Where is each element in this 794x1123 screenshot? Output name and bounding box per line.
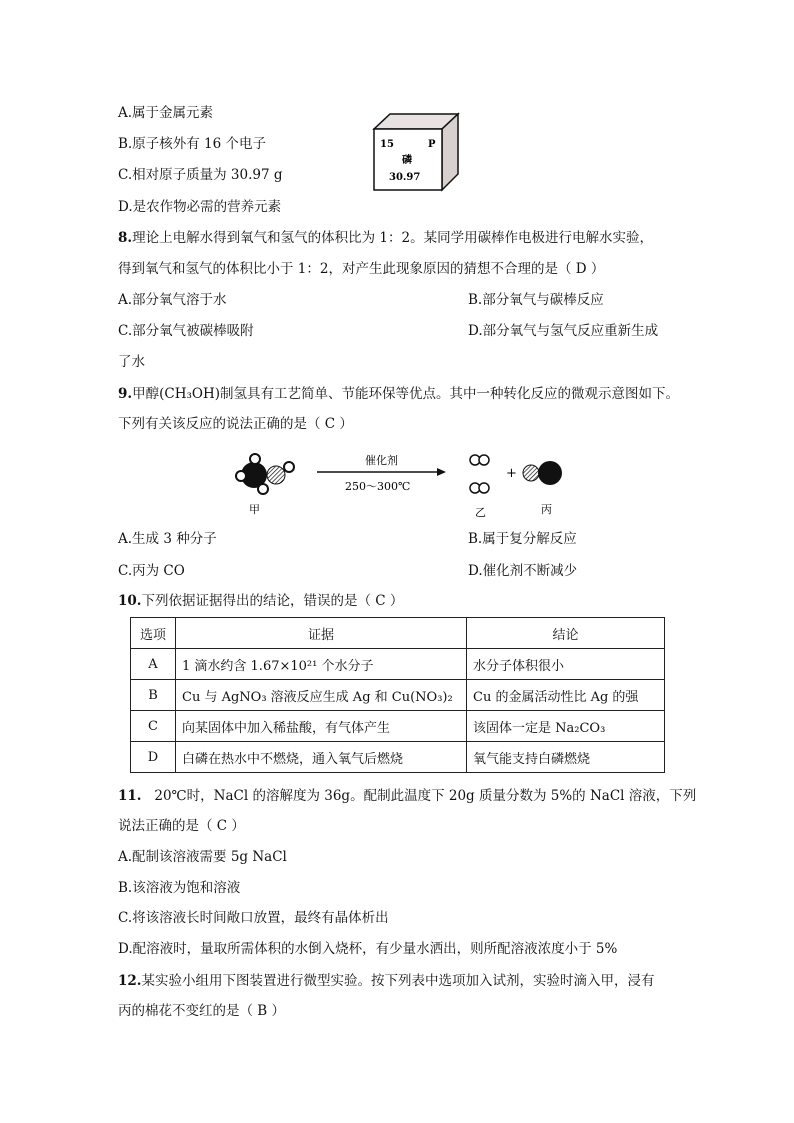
q9-option-d: D.催化剂不断减少 bbox=[468, 563, 578, 579]
header-option: 选项 bbox=[131, 618, 176, 649]
cell: 水分子体积很小 bbox=[467, 649, 665, 680]
q7-option-b: B.原子核外有 16 个电子 bbox=[118, 136, 266, 152]
co-carbon-atom bbox=[538, 461, 562, 485]
cell: D bbox=[131, 742, 176, 773]
q8-line1: 8.理论上电解水得到氧气和氢气的体积比为 1：2。某同学用碳棒作电极进行电解水实验， bbox=[118, 230, 654, 246]
q11-option-d: D.配溶液时，量取所需体积的水倒入烧杯，有少量水洒出，则所配溶液浓度小于 5% bbox=[118, 941, 618, 957]
q8-line2: 得到氧气和氢气的体积比小于 1：2，对产生此现象原因的猜想不合理的是（ D ） bbox=[118, 261, 605, 277]
co-oxygen-atom bbox=[523, 465, 539, 481]
hydrogen-molecules bbox=[470, 455, 489, 493]
q9-line1: 9.甲醇(CH₃OH)制氢具有工艺简单、节能环保等优点。其中一种转化反应的微观示意图如下。 bbox=[118, 386, 679, 402]
q8-option-a: A.部分氧气溶于水 bbox=[118, 292, 227, 308]
q8-option-d-wrap: 了水 bbox=[118, 354, 145, 370]
q11-line2: 说法正确的是（ C ） bbox=[118, 818, 245, 834]
label-yi: 乙 bbox=[475, 506, 486, 519]
element-symbol: P bbox=[428, 139, 436, 150]
element-name: 磷 bbox=[402, 155, 412, 166]
reaction-diagram bbox=[225, 440, 605, 520]
cell: Cu 与 AgNO₃ 溶液反应生成 Ag 和 Cu(NO₃)₂ bbox=[176, 680, 467, 711]
cell: 白磷在热水中不燃烧，通入氧气后燃烧 bbox=[176, 742, 467, 773]
phosphorus-element-cube bbox=[372, 112, 460, 192]
q9-option-b: B.属于复分解反应 bbox=[468, 531, 577, 547]
cell: 向某固体中加入稀盐酸，有气体产生 bbox=[176, 711, 467, 742]
cell: B bbox=[131, 680, 176, 711]
element-number: 15 bbox=[380, 139, 394, 150]
q9-option-c: C.丙为 CO bbox=[118, 563, 185, 579]
q8-option-d: D.部分氧气与氢气反应重新生成 bbox=[468, 323, 659, 339]
cell: 氧气能支持白磷燃烧 bbox=[467, 742, 665, 773]
label-jia: 甲 bbox=[249, 503, 260, 516]
q11-option-b: B.该溶液为饱和溶液 bbox=[118, 880, 241, 896]
catalyst-label: 催化剂 bbox=[365, 454, 398, 467]
evidence-table bbox=[130, 617, 665, 773]
q11-option-c: C.将该溶液长时间敞口放置，最终有晶体析出 bbox=[118, 910, 389, 926]
q7-option-a: A.属于金属元素 bbox=[118, 105, 214, 121]
plus-sign: + bbox=[506, 466, 517, 481]
table-header-row bbox=[131, 618, 665, 649]
cell: Cu 的金属活动性比 Ag 的强 bbox=[467, 680, 665, 711]
cell: 1 滴水约含 1.67×10²¹ 个水分子 bbox=[176, 649, 467, 680]
q12-line1: 12.某实验小组用下图装置进行微型实验。按下列表中选项加入试剂，实验时滴入甲，浸有 bbox=[118, 973, 655, 989]
element-mass: 30.97 bbox=[389, 172, 421, 183]
temperature-label: 250～300℃ bbox=[345, 480, 411, 493]
table-row bbox=[131, 680, 665, 711]
q11-option-a: A.配制该溶液需要 5g NaCl bbox=[118, 849, 287, 865]
cell: 该固体一定是 Na₂CO₃ bbox=[467, 711, 665, 742]
header-evidence: 证据 bbox=[176, 618, 467, 649]
table-row bbox=[131, 742, 665, 773]
q11-line1: 11. 20℃时，NaCl 的溶解度为 36g。配制此温度下 20g 质量分数为 5%的 NaCl 溶液，下列 bbox=[118, 788, 697, 804]
q8-option-b: B.部分氧气与碳棒反应 bbox=[468, 292, 604, 308]
q9-option-a: A.生成 3 种分子 bbox=[118, 531, 217, 547]
cell: C bbox=[131, 711, 176, 742]
q9-line2: 下列有关该反应的说法正确的是（ C ） bbox=[118, 416, 353, 432]
q7-option-d: D.是农作物必需的营养元素 bbox=[118, 199, 282, 215]
q12-line2: 丙的棉花不变红的是（ B ） bbox=[118, 1003, 286, 1019]
label-bing: 丙 bbox=[541, 503, 552, 516]
table-row bbox=[131, 711, 665, 742]
table-row bbox=[131, 649, 665, 680]
q8-option-c: C.部分氧气被碳棒吸附 bbox=[118, 323, 254, 339]
methanol-molecule bbox=[236, 454, 294, 494]
cell: A bbox=[131, 649, 176, 680]
header-conclusion: 结论 bbox=[467, 618, 665, 649]
q10-stem: 10.下列依据证据得出的结论，错误的是（ C ） bbox=[118, 593, 404, 609]
q7-option-c: C.相对原子质量为 30.97 g bbox=[118, 167, 283, 183]
